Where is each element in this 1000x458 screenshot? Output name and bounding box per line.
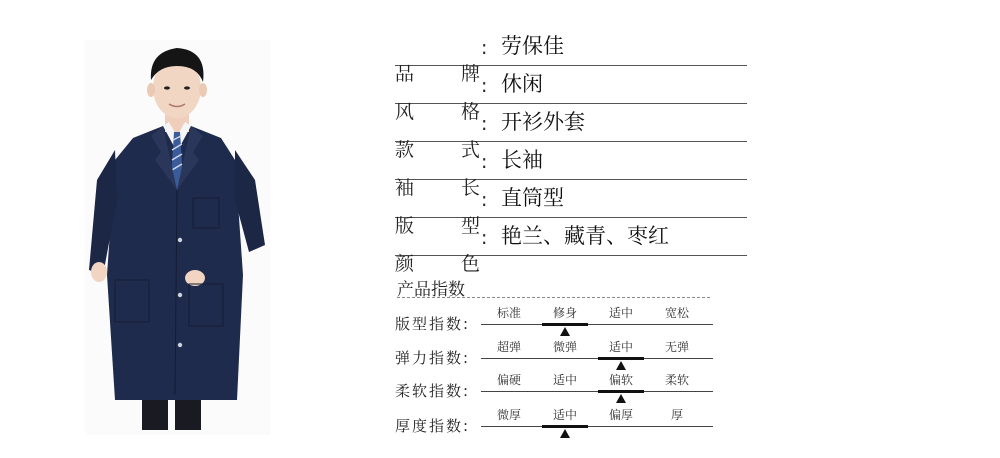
scale-line bbox=[481, 391, 713, 392]
index-scale bbox=[481, 371, 713, 405]
index-label: 厚度指数: bbox=[395, 417, 471, 435]
index-option: 无弹 bbox=[664, 340, 689, 354]
attr-colon: : bbox=[481, 227, 488, 249]
attr-colon: : bbox=[481, 151, 488, 173]
index-option: 厚 bbox=[670, 408, 683, 422]
attr-row-brand: 品 牌 : 劳保佳 bbox=[395, 28, 747, 66]
index-label: 弹力指数: bbox=[395, 349, 471, 367]
index-row-elasticity bbox=[395, 338, 725, 372]
index-option: 偏硬 bbox=[496, 373, 521, 387]
pointer-triangle-icon bbox=[560, 327, 570, 336]
scale-line bbox=[481, 324, 713, 325]
attr-value-fit: 直筒型 bbox=[501, 186, 564, 210]
attr-row-sleeve: 袖 长 : 长袖 bbox=[395, 142, 747, 180]
index-option: 超弹 bbox=[496, 340, 521, 354]
index-label: 柔软指数: bbox=[395, 382, 471, 400]
index-row-softness bbox=[395, 371, 725, 405]
attr-row-style: 风 格 : 休闲 bbox=[395, 66, 747, 104]
pointer-triangle-icon bbox=[616, 361, 626, 370]
attr-colon: : bbox=[481, 189, 488, 211]
index-label: 版型指数: bbox=[395, 315, 471, 333]
index-option: 微厚 bbox=[496, 408, 521, 422]
index-option: 适中 bbox=[608, 306, 633, 320]
selected-marker bbox=[542, 323, 588, 326]
index-option: 偏厚 bbox=[608, 408, 633, 422]
attr-row-design: 款 式 : 开衫外套 bbox=[395, 104, 747, 142]
pointer-triangle-icon bbox=[560, 429, 570, 438]
attr-value-color: 艳兰、藏青、枣红 bbox=[501, 224, 669, 248]
index-option: 偏软 bbox=[608, 373, 633, 387]
selected-marker bbox=[598, 390, 644, 393]
index-option: 修身 bbox=[552, 306, 577, 320]
attr-value-design: 开衫外套 bbox=[501, 110, 585, 134]
index-option: 适中 bbox=[608, 340, 633, 354]
index-option: 标准 bbox=[496, 306, 521, 320]
index-option: 柔软 bbox=[664, 373, 689, 387]
scale-line bbox=[481, 426, 713, 427]
index-row-thickness bbox=[395, 406, 725, 440]
scale-line bbox=[481, 358, 713, 359]
index-option: 适中 bbox=[552, 408, 577, 422]
index-scale bbox=[481, 338, 713, 372]
index-option: 宽松 bbox=[664, 306, 689, 320]
index-option: 微弹 bbox=[552, 340, 577, 354]
selected-marker bbox=[542, 425, 588, 428]
attr-value-sleeve: 长袖 bbox=[501, 148, 543, 172]
product-photo bbox=[85, 40, 270, 435]
attribute-table bbox=[395, 28, 747, 275]
index-title: 产品指数 bbox=[397, 280, 465, 300]
attr-colon: : bbox=[481, 75, 488, 97]
attr-value-style: 休闲 bbox=[501, 72, 543, 96]
index-scale bbox=[481, 406, 713, 440]
index-option: 适中 bbox=[552, 373, 577, 387]
attr-row-fit: 版 型 : 直筒型 bbox=[395, 180, 747, 218]
selected-marker bbox=[598, 357, 644, 360]
attr-row-color: 颜 色 : 艳兰、藏青、枣红 bbox=[395, 218, 747, 256]
index-row-fit bbox=[395, 304, 725, 338]
pointer-triangle-icon bbox=[616, 394, 626, 403]
attr-colon: : bbox=[481, 113, 488, 135]
index-divider bbox=[397, 297, 710, 298]
index-scale bbox=[481, 304, 713, 338]
attr-colon: : bbox=[481, 37, 488, 59]
attr-value-brand: 劳保佳 bbox=[501, 34, 564, 58]
